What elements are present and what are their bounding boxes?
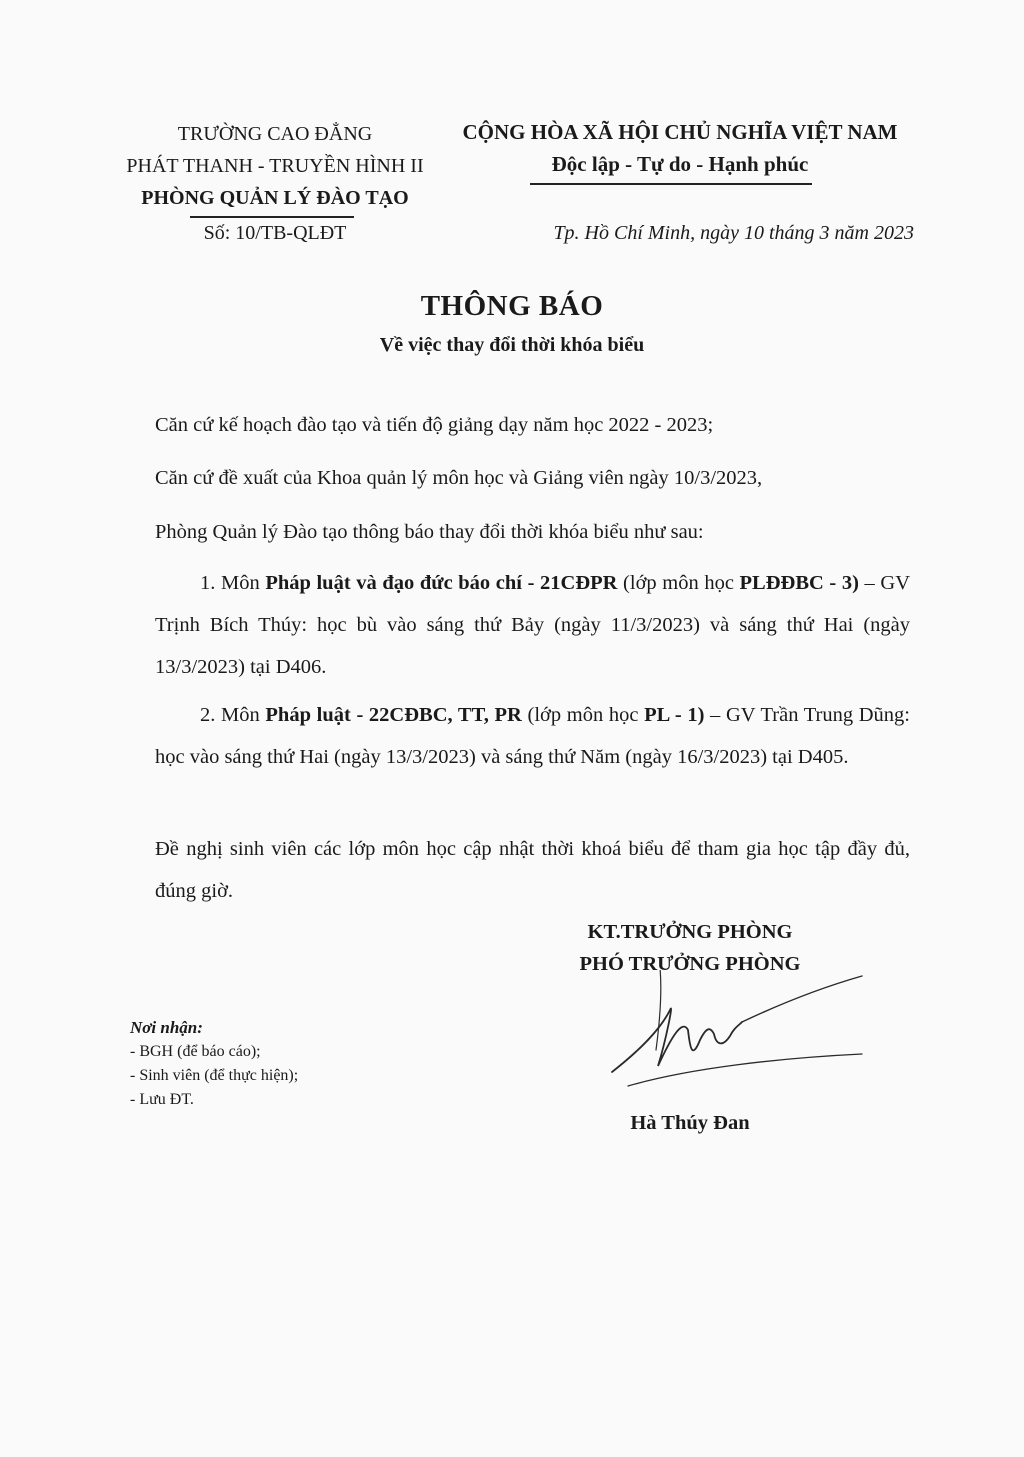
item-details: – GV Trịnh Bích Thúy: học bù vào sáng thứ Bảy (ngày 11/3/2023) và sáng thứ Hai (ngày 13/3/2023) tại D406. — [155, 572, 911, 678]
schedule-item-2 — [155, 694, 910, 778]
document-number: Số: 10/TB-QLĐT — [203, 222, 347, 244]
document-date: Tp. Hồ Chí Minh, ngày 10 tháng 3 năm 2023 — [553, 222, 914, 244]
item-subject: Pháp luật và đạo đức báo chí - 21CĐPR — [265, 572, 618, 594]
issuer-school-line2: PHÁT THANH - TRUYỀN HÌNH II — [126, 155, 424, 177]
motto-underline — [530, 183, 812, 185]
motto: Độc lập - Tự do - Hạnh phúc — [551, 152, 809, 176]
item-mid: (lớp môn học — [617, 572, 740, 594]
signer-title-2: PHÓ TRƯỞNG PHÒNG — [579, 953, 801, 975]
item-class-code: PLĐĐBC - 3) — [739, 572, 859, 594]
announcement-paragraph: Phòng Quản lý Đào tạo thông báo thay đổi thời khóa biểu như sau: — [155, 521, 704, 543]
national-motto-block — [440, 116, 920, 180]
basis-paragraph-1: Căn cứ kế hoạch đào tạo và tiến độ giảng dạy năm học 2022 - 2023; — [155, 414, 714, 436]
signer-title-1: KT.TRƯỞNG PHÒNG — [587, 921, 793, 943]
recipient-item: - BGH (để báo cáo); — [130, 1043, 261, 1060]
issuer-underline — [190, 216, 354, 218]
issuer-block — [100, 118, 450, 214]
document-subtitle: Về việc thay đổi thời khóa biểu — [379, 334, 645, 356]
item-details: – GV Trần Trung Dũng: học vào sáng thứ Hai (ngày 13/3/2023) và sáng thứ Năm (ngày 16/3/2023) tại D405. — [155, 704, 911, 768]
item-prefix: 2. Môn — [200, 704, 266, 726]
national-name: CỘNG HÒA XÃ HỘI CHỦ NGHĨA VIỆT NAM — [462, 120, 898, 144]
closing-paragraph — [155, 828, 910, 912]
issuer-department: PHÒNG QUẢN LÝ ĐÀO TẠO — [141, 187, 409, 209]
item-mid: (lớp môn học — [521, 704, 645, 726]
handwritten-signature — [600, 970, 870, 1090]
closing-text: Đề nghị sinh viên các lớp môn học cập nhật thời khoá biểu để tham gia học tập đầy đủ, đúng giờ. — [155, 838, 910, 902]
recipients-block — [130, 1016, 298, 1112]
recipient-item: - Lưu ĐT. — [130, 1091, 194, 1108]
document-title: THÔNG BÁO — [420, 290, 604, 322]
issuer-school-line1: TRƯỜNG CAO ĐẲNG — [177, 123, 373, 145]
schedule-item-1 — [155, 562, 910, 688]
item-prefix: 1. Môn — [200, 572, 266, 594]
signer-name: Hà Thúy Đan — [630, 1112, 750, 1134]
recipient-item: - Sinh viên (để thực hiện); — [130, 1067, 299, 1084]
item-subject: Pháp luật - 22CĐBC, TT, PR — [265, 704, 522, 726]
recipients-heading: Nơi nhận: — [130, 1018, 203, 1037]
basis-paragraph-2: Căn cứ đề xuất của Khoa quản lý môn học và Giảng viên ngày 10/3/2023, — [155, 467, 763, 489]
item-class-code: PL - 1) — [644, 704, 705, 726]
